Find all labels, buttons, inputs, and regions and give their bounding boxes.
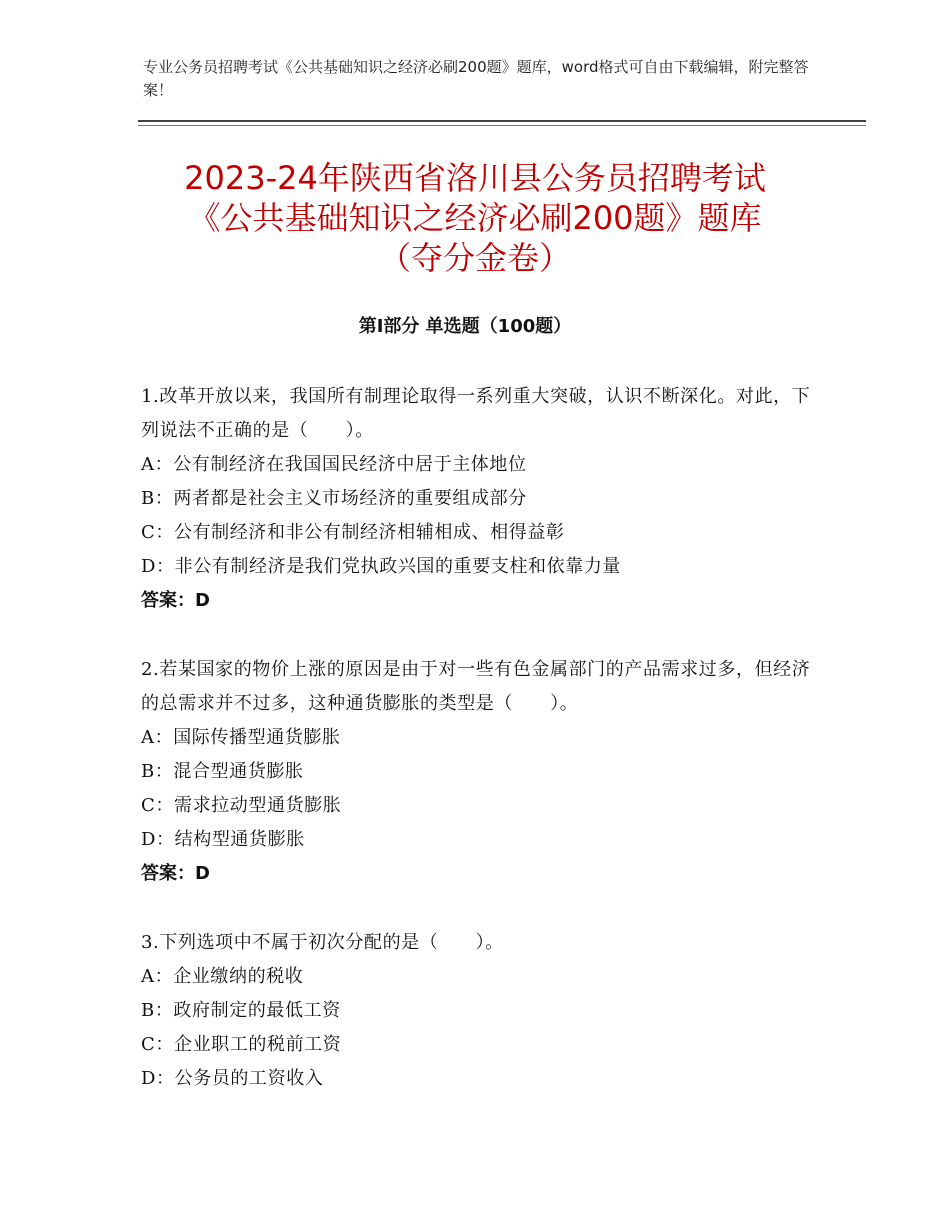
question-stem: 2.若某国家的物价上涨的原因是由于对一些有色金属部门的产品需求过多，但经济的总需求并不过多，这种通货膨胀的类型是（ ）。 xyxy=(141,659,811,714)
option-c: C：企业职工的税前工资 xyxy=(141,1034,342,1055)
section-title: 第Ⅰ部分 单选题（100题） xyxy=(358,316,572,337)
option-a: A：企业缴纳的税收 xyxy=(141,966,304,987)
option-c: C：公有制经济和非公有制经济相辅相成、相得益彰 xyxy=(141,522,565,543)
question-1 xyxy=(141,380,811,618)
answer: 答案：D xyxy=(141,590,210,611)
answer: 答案：D xyxy=(141,863,210,884)
header-divider-thick xyxy=(138,120,866,122)
question-2 xyxy=(141,653,811,891)
option-d: D：非公有制经济是我们党执政兴国的重要支柱和依靠力量 xyxy=(141,556,622,577)
option-d: D：公务员的工资收入 xyxy=(141,1068,324,1089)
option-b: B：混合型通货膨胀 xyxy=(141,761,304,782)
title-line-1: 2023-24年陕西省洛川县公务员招聘考试 xyxy=(184,159,766,197)
question-stem: 3.下列选项中不属于初次分配的是（ ）。 xyxy=(141,932,504,953)
document-title xyxy=(100,158,850,278)
option-d: D：结构型通货膨胀 xyxy=(141,829,305,850)
option-a: A：国际传播型通货膨胀 xyxy=(141,727,341,748)
option-b: B：两者都是社会主义市场经济的重要组成部分 xyxy=(141,488,527,509)
title-line-3: （夺分金卷） xyxy=(378,239,571,277)
title-line-2: 《公共基础知识之经济必刷200题》题库 xyxy=(188,199,762,237)
option-a: A：公有制经济在我国国民经济中居于主体地位 xyxy=(141,454,527,475)
option-b: B：政府制定的最低工资 xyxy=(141,1000,341,1021)
question-list xyxy=(141,380,811,1131)
question-stem: 1.改革开放以来，我国所有制理论取得一系列重大突破，认识不断深化。对此，下列说法不正确的是（ ）。 xyxy=(141,386,811,441)
header-divider-thin xyxy=(138,125,866,126)
header-note: 专业公务员招聘考试《公共基础知识之经济必刷200题》题库，word格式可自由下载编辑，附完整答案！ xyxy=(143,58,809,99)
question-3 xyxy=(141,926,811,1096)
option-c: C：需求拉动型通货膨胀 xyxy=(141,795,342,816)
